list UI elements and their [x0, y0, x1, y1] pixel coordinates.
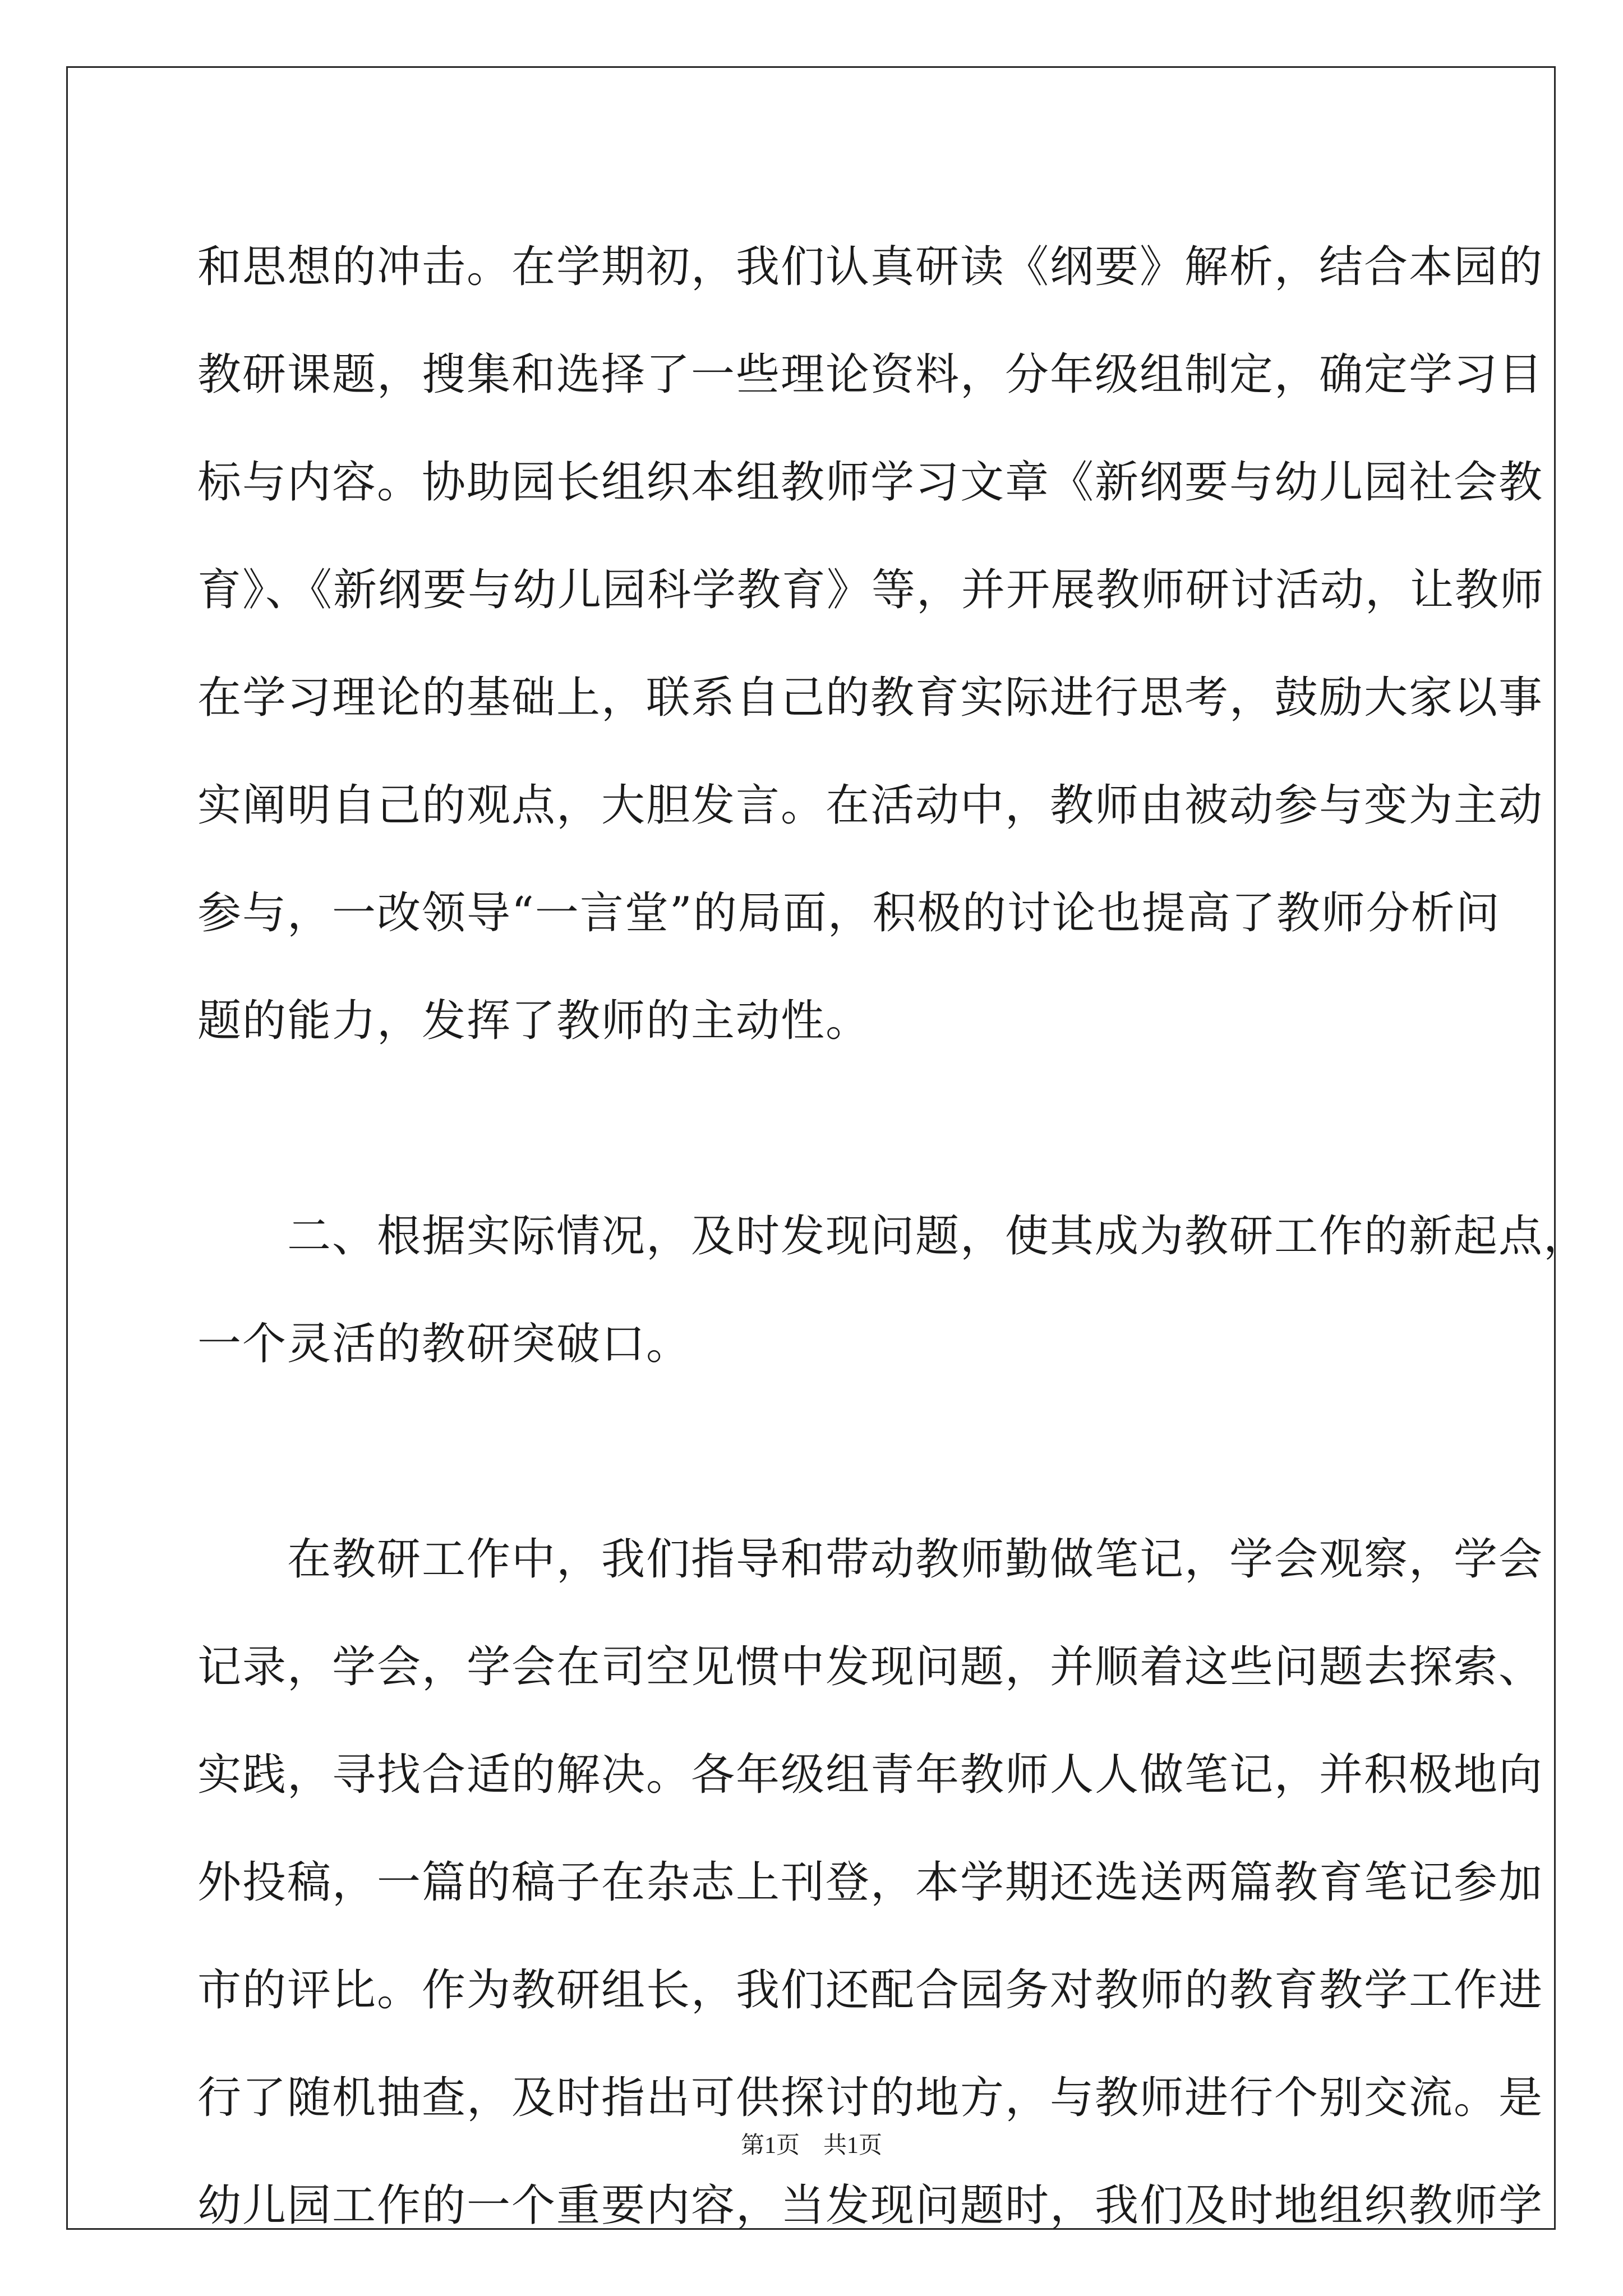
paragraph-line: 参与，一改领导“一言堂”的局面，积极的讨论也提高了教师分析问 [197, 888, 1501, 938]
paragraph-gap [197, 1398, 1431, 1506]
paragraph-line: 市的评比。作为教研组长，我们还配合园务对教师的教育教学工作进 [197, 1965, 1544, 2016]
paragraph-line: 幼儿园工作的一个重要内容，当发现问题时，我们及时地组织教师学 [197, 2180, 1544, 2231]
paragraph-line: 实阐明自己的观点，大胆发言。在活动中，教师由被动参与变为主动 [197, 780, 1544, 831]
page-number: 第1页 共1页 [740, 2133, 882, 2159]
paragraph-line: 教研课题，搜集和选择了一些理论资料，分年级组制定，确定学习目 [197, 349, 1544, 400]
paragraph-line: 在教研工作中，我们指导和带动教师勤做笔记，学会观察，学会 [287, 1534, 1544, 1585]
paragraph-line: 和思想的冲击。在学期初，我们认真研读《纲要》解析，结合本园的 [197, 242, 1544, 292]
paragraph-line: 育》、《新纲要与幼儿园科学教育》等，并开展教师研讨活动，让教师 [197, 565, 1545, 615]
heading-line: 二、根据实际情况，及时发现问题，使其成为教研工作的新起点， [287, 1211, 1589, 1262]
paragraph-line: 外投稿，一篇的稿子在杂志上刊登，本学期还选送两篇教育笔记参加 [197, 1857, 1544, 1908]
paragraph-line: 实践，寻找合适的解决。各年级组青年教师人人做笔记，并积极地向 [197, 1750, 1544, 1800]
paragraph-line: 标与内容。协助园长组织本组教师学习文章《新纲要与幼儿园社会教 [197, 457, 1544, 508]
paragraph-line: 记录，学会，学会在司空见惯中发现问题，并顺着这些问题去探索、 [197, 1642, 1544, 1692]
paragraph-gap [197, 1075, 1431, 1182]
paragraph-line: 行了随机抽查，及时指出可供探讨的地方，与教师进行个别交流。是 [197, 2073, 1544, 2123]
paragraph-line: 在学习理论的基础上，联系自己的教育实际进行思考，鼓励大家以事 [197, 673, 1544, 723]
paragraph-line: 题的能力，发挥了教师的主动性。 [197, 996, 871, 1046]
heading-line: 一个灵活的教研突破口。 [197, 1319, 691, 1369]
document-body [197, 213, 1589, 2260]
